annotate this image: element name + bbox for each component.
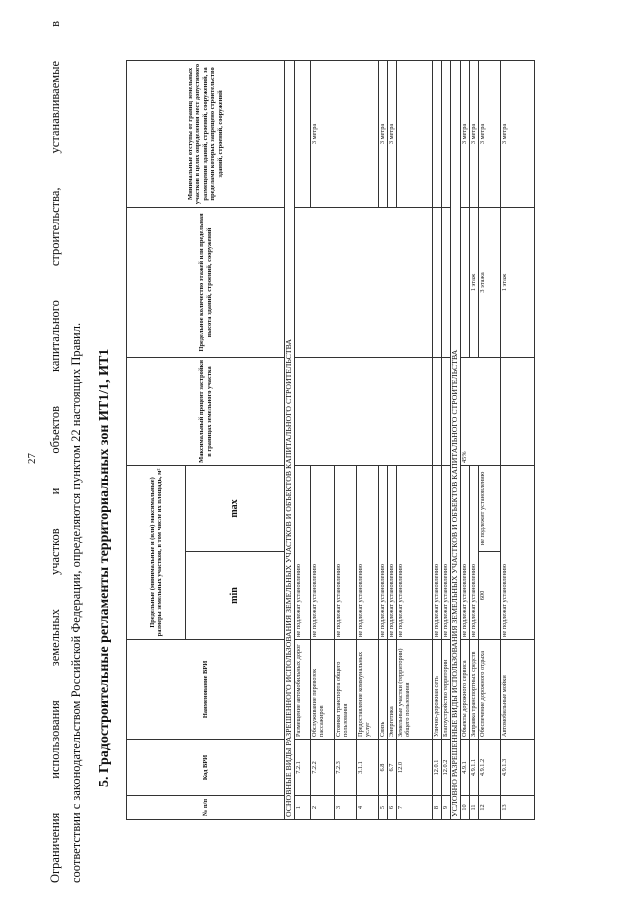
intro-paragraph	[45, 21, 87, 883]
table-row: 1 7.2.1 Размещение автомобильных дорог не подлежат установлению	[295, 60, 311, 819]
header-num: № п/п	[127, 796, 285, 820]
header-percent: Максимальный процент застройки в границах земельного участка	[127, 357, 285, 465]
section-main-uses: ОСНОВНЫЕ ВИДЫ РАЗРЕШЕННОГО ИСПОЛЬЗОВАНИЯ ЗЕМЕЛЬНЫХ УЧАСТКОВ И ОБЪЕКТОВ КАПИТАЛЬНОГО СТРОИТЕЛЬСТВА	[285, 60, 295, 819]
regulations-table	[126, 60, 535, 820]
table-row: 7 12.0 Земельные участки (территории) общего пользования не подлежат установлению	[397, 60, 433, 819]
header-floors: Предельное количество этажей или предельная высота зданий, строений, сооружений	[127, 207, 285, 357]
floors-cell-1	[295, 207, 433, 357]
table-row: 13 4.9.1.3 Автомобильные мойки не подлежат установлению 1 этаж 3 метра	[501, 60, 535, 819]
percent-cell-1	[295, 357, 433, 465]
page-number: 27	[26, 453, 38, 464]
table-row: 6 6.7 Энергетика не подлежат установлению 3 метра	[388, 60, 397, 819]
header-setback: Минимальные отступы от границ земельных участков в целях определения мест допустимого размещения зданий, строений, сооружений, за пределами которых запрещено строительство зданий, строений, сооружений	[127, 60, 285, 207]
table-row: 9 12.0.2 Благоустройство территории не подлежат установлению	[442, 60, 451, 819]
table-row: 10 4.9.1 Объекты дорожного сервиса не подлежат установлению 45% 3 метра	[461, 60, 470, 819]
header-code: Код ВРИ	[127, 739, 285, 795]
intro-line-2: соответствии с законодательством Российской Федерации, определяются пунктом 22 настоящих Правил.	[69, 322, 83, 883]
table-row: 3 7.2.3 Стоянки транспорта общего пользования не подлежат установлению	[335, 60, 357, 819]
section-conditional-uses: УСЛОВНО РАЗРЕШЕННЫЕ ВИДЫ ИСПОЛЬЗОВАНИЯ ЗЕМЕЛЬНЫХ УЧАСТКОВ И ОБЪЕКТОВ КАПИТАЛЬНОГО СТРОИТЕЛЬСТВА	[451, 60, 461, 819]
table-row: 4 3.1.1 Предоставление коммунальных услуг не подлежат установлению	[357, 60, 379, 819]
intro-line-1: Ограничения использования земельных участков и объектов капитального строительства, устанавливаемые в	[48, 21, 62, 883]
table-row: 12 4.9.1.2 Обеспечение дорожного отдыха 600 не подлежит установлению 3 этажа 3 метра	[479, 60, 501, 819]
percent-cell-2: 45%	[461, 357, 501, 465]
header-max: max	[186, 465, 285, 551]
table-row: 11 4.9.1.1 Заправка транспортных средств не подлежат установлению 1 этаж 3 метра	[470, 60, 479, 819]
table-row: 8 12.0.1 Улично-дорожная сеть не подлежат установлению	[433, 60, 442, 819]
header-min: min	[186, 551, 285, 639]
setback-cell-1: 3 метра	[311, 60, 379, 207]
header-name: Наименование ВРИ	[127, 639, 285, 739]
header-size: Предельные (минимальные и (или) максимальные) размеры земельных участков, в том числе их площадь, м²	[127, 465, 186, 639]
table-row: 5 6.8 Связь не подлежат установлению 3 метра	[379, 60, 388, 819]
section-heading: 5. Градостроительные регламенты территориальных зон ИТ1/1, ИТ1	[97, 348, 112, 787]
table-row: 2 7.2.2 Обслуживание перевозок пассажиров не подлежат установлению 3 метра	[311, 60, 335, 819]
